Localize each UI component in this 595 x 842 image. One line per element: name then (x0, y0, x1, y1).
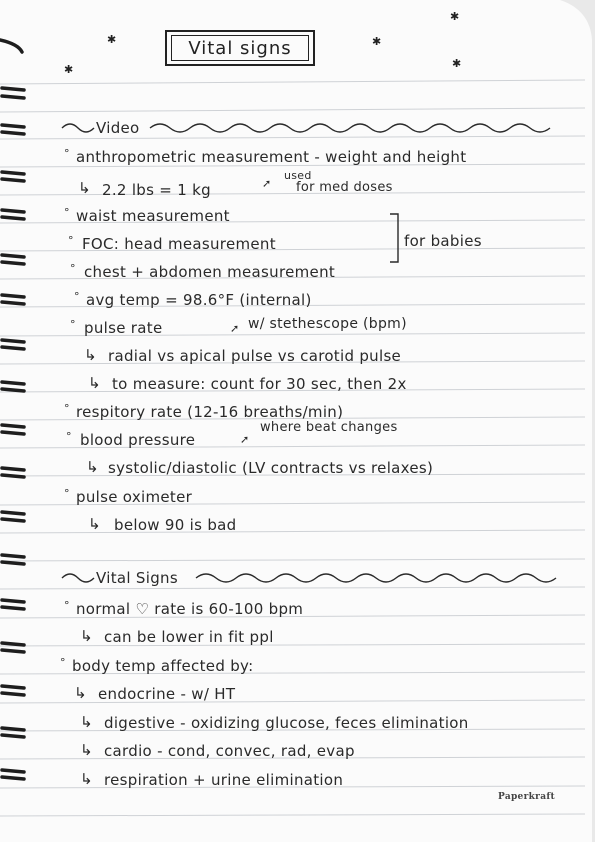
list-item: waist measurement (76, 207, 230, 225)
arrow-icon: ↳ (84, 346, 97, 364)
bullet-icon: ° (70, 262, 76, 275)
list-item: normal ♡ rate is 60-100 bpm (76, 600, 304, 618)
list-item: FOC: head measurement (82, 235, 276, 253)
bullet-icon: ° (70, 318, 76, 331)
arrow-icon: ➚ (240, 433, 250, 446)
margin-note: where beat changes (260, 420, 398, 435)
bullet-icon: ° (64, 206, 70, 219)
bullet-icon: ° (64, 147, 70, 160)
arrow-icon: ➚ (230, 322, 240, 335)
list-item: blood pressure (80, 431, 196, 449)
arrow-icon: ↳ (78, 179, 91, 197)
list-item: radial vs apical pulse vs carotid pulse (108, 347, 402, 365)
arrow-icon: ↳ (80, 770, 93, 788)
list-item: below 90 is bad (114, 516, 237, 534)
bullet-icon: ° (60, 656, 66, 669)
section-heading: Video (96, 119, 140, 137)
bullet-icon: ° (64, 402, 70, 415)
star-icon: ✱ (64, 63, 74, 76)
arrow-icon: ↳ (74, 684, 87, 702)
list-item: 2.2 lbs = 1 kg (102, 181, 211, 199)
list-item: respitory rate (12-16 breaths/min) (76, 403, 344, 421)
list-item: digestive - oxidizing glucose, feces elimination (104, 714, 469, 732)
bullet-icon: ° (66, 430, 72, 443)
page-title-box (165, 30, 315, 66)
list-item: to measure: count for 30 sec, then 2x (112, 375, 407, 393)
list-item: anthropometric measurement - weight and height (76, 148, 467, 166)
list-item: endocrine - w/ HT (98, 685, 236, 703)
star-icon: ✱ (450, 10, 460, 23)
section-heading: Vital Signs (96, 569, 178, 587)
page-title: Vital signs (171, 35, 309, 61)
list-item: chest + abdomen measurement (84, 263, 336, 281)
bullet-icon: ° (64, 599, 70, 612)
margin-note: for med doses (296, 180, 393, 195)
arrow-icon: ↳ (80, 627, 93, 645)
bracket-label: for babies (404, 232, 482, 250)
list-item: pulse rate (84, 319, 163, 337)
arrow-icon: ↳ (88, 374, 101, 392)
brand-logo: Paperkraft (498, 792, 555, 802)
list-item: respiration + urine elimination (104, 771, 344, 789)
wavy-line-icon (0, 118, 560, 138)
arrow-icon: ↳ (80, 741, 93, 759)
arrow-icon: ↳ (86, 458, 99, 476)
list-item: systolic/diastolic (LV contracts vs relaxes) (108, 459, 434, 477)
arrow-icon: ↳ (88, 515, 101, 533)
bullet-icon: ° (64, 487, 70, 500)
margin-note: w/ stethescope (bpm) (248, 316, 407, 332)
list-item: avg temp = 98.6°F (internal) (86, 291, 312, 309)
list-item: cardio - cond, convec, rad, evap (104, 742, 355, 760)
bullet-icon: ° (74, 290, 80, 303)
star-icon: ✱ (107, 33, 117, 46)
margin-note: used (284, 169, 312, 182)
list-item: pulse oximeter (76, 488, 193, 506)
wavy-line-icon (0, 568, 560, 588)
arrow-icon: ➚ (262, 177, 272, 190)
star-icon: ✱ (372, 35, 382, 48)
bullet-icon: ° (68, 234, 74, 247)
star-icon: ✱ (452, 57, 462, 70)
list-item: body temp affected by: (72, 657, 254, 675)
list-item: can be lower in fit ppl (104, 628, 274, 646)
arrow-icon: ↳ (80, 713, 93, 731)
